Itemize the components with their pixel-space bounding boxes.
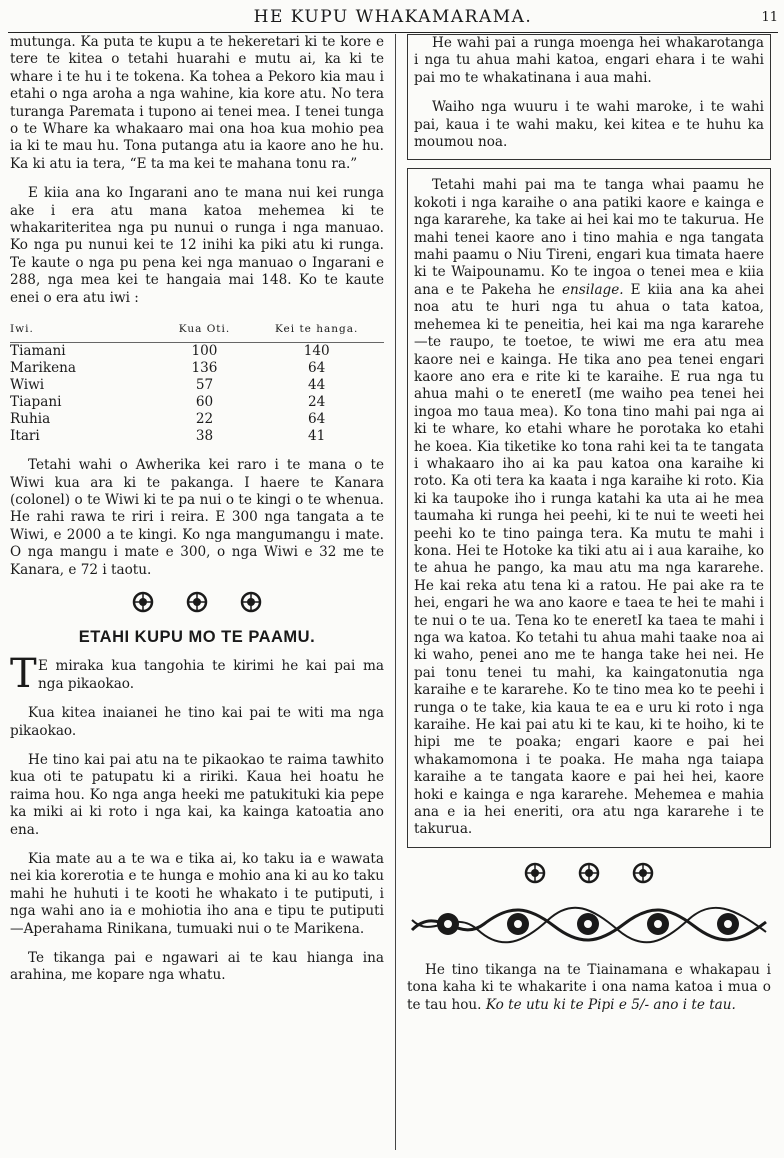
gun-count-table (10, 319, 384, 445)
closing-text: He tino tikanga na te Tiainamana e whakapau i tona kaha ki te whakarite i ona nama katoa i mua o te tau hou. (407, 961, 771, 1013)
flower-ornament-icon (632, 862, 654, 884)
table-row (10, 377, 384, 394)
table-cell: 64 (308, 411, 326, 428)
table-cell: Tiapani (10, 394, 62, 411)
flower-ornament-icon (132, 591, 154, 613)
article-italic: ensilage. (561, 281, 624, 298)
table-row (10, 360, 384, 377)
article-paragraph (414, 177, 764, 838)
page-header (8, 4, 778, 33)
column-header: Iwi. (10, 319, 160, 343)
table-cell: 136 (191, 360, 218, 377)
table-cell: Tiamani (10, 343, 66, 360)
flower-ornament-icon (524, 862, 546, 884)
table-row (10, 394, 384, 411)
boxed-notes (407, 34, 771, 160)
vine-ornament-icon (408, 900, 770, 948)
column-divider (395, 34, 396, 1150)
table-row (10, 411, 384, 428)
table-cell: Wiwi (10, 377, 45, 394)
article-text: Tetahi mahi pai ma te tanga whai paamu he kokoti i nga karaihe o ana patiki kaore e kainga e nga kararehe, ka take ai hei kai mo te takurua. He mahi tenei kaore ano i tino mahia e nga tangata mahi paamu o Niu Tireni, engari kua timata haere ki te Waipounamu. Ko te ingoa o tenei mea e kiia ana e te Pakeha he (414, 177, 764, 298)
right-column (407, 34, 771, 1026)
column-header: Kua Oti. (160, 319, 250, 343)
closing-paragraph (407, 962, 771, 1014)
paragraph: mutunga. Ka puta te kupu a te hekeretari ki te kore e tere te kitea o tetahi huarahi e mutu ai, ka ki te whare i te hu i te tokena. Ka tohea a Pekoro kia mau i etahi o nga aroha a nga wahine, kia kore atu. No tera turanga Paremata i tupono ai tenei mea. I tenei tunga o te Whare ka whakaaro mai ona hoa kua mohio pea ia ki te mau hu. Tona putanga atu ia kaore ano he hu. Ka ki atu ia tera, “E ta ma kei te mahana tonu ra.” (10, 34, 384, 172)
table-row (10, 343, 384, 361)
header-title: HE KUPU WHAKAMARAMA. (253, 7, 533, 27)
paragraph: Tetahi wahi o Awherika kei raro i te mana o te Wiwi kua ara ki te pakanga. I haere te Kanara (colonel) o te Wiwi ki te pa nui o te kingi o te whenua. He rahi rawa te riri i reira. E 300 nga tangata a te Wiwi, e 2000 a te kingi. Ko nga mangumangu i mate. O nga mangu i mate e 300, o nga Wiwi e 32 me te Kanara, e 72 i taotu. (10, 457, 384, 578)
section-title: ETAHI KUPU MO TE PAAMU. (78, 627, 316, 646)
table-cell: 57 (195, 377, 214, 394)
flower-ornament-icon (578, 862, 600, 884)
closing-italic: Ko te utu ki te Pipi e 5/- ano i te tau. (485, 996, 736, 1013)
table-cell: 22 (195, 411, 214, 428)
table-cell: 24 (308, 394, 326, 411)
first-paragraph-text: E miraka kua tangohia te kirimi he kai pai ma nga pikaokao. (38, 658, 384, 692)
table-row (10, 428, 384, 445)
table-cell: Marikena (10, 360, 77, 377)
page-number: 11 (761, 10, 778, 25)
paragraph: He tino kai pai atu na te pikaokao te raima tawhito kua oti te patupatu ki a ririki. Kaua hei hoatu he raima hou. Ko nga anga heeki me patukituki kia pepe ka miki ai ki roto i nga kai, ka kainga katoatia ano ena. (10, 751, 384, 838)
flower-ornament-row (10, 591, 384, 613)
paragraph: Kua kitea inaianei he tino kai pai te witi ma nga pikaokao. (10, 705, 384, 739)
paragraph: Waiho nga wuuru i te wahi maroke, i te wahi pai, kaua i te wahi maku, kei kitea e te huhu ka moumou noa. (414, 99, 764, 151)
drop-cap: T (10, 651, 37, 698)
table-cell: 64 (308, 360, 326, 377)
boxed-article (407, 168, 771, 847)
table-header-row (10, 319, 384, 343)
first-paragraph (10, 651, 384, 698)
table-cell: Itari (10, 428, 40, 445)
article-text: E kiia ana ka ahei noa atu te huri nga tu ahua o tata katoa, mehemea ki te peneitia, hei kai ma nga kararehe—te raupo, te toetoe, te wiwi me era atu mea kaore nei e kainga. He tika ano pea tenei engari kaore ano era e rite ki te karaihe. E rua nga tu ahua mahi o te eneretI (me waiho pea tenei hei ingoa mo taua mea). Ko tona tino mahi pai nga ai ki te whare, ko etahi whare he porotaka ko etahi he koea. Kia tiketike ko tona rahi kei ta te tangata i whakaaro iho ai ka pau katoa ona karaihe ki roto. Ka oti tera ka kaata i nga karaihe ki roto. Kia ki ka taupoke iho i runga katahi ka uta ai he mea taumaha ki runga hei peehi, ki te nui te weeti hei peehi ko te tino painga tera. Ka mutu te mahi i kona. Hei te Hotoke ka tiki atu ai i aua karaihe, ko te ahua he pango, ka mau atu ma nga kararehe. He kai reka atu tena ki a ratou. He pai ake ra te hei, engari he wa ano kaore e taea te hei te mahi i te nui o te ua. Tena ko te eneretI ka taea te mahi i nga wa katoa. Ko tetahi tu ahua mahi taake noa ai ki waho, penei ano me te hanga take hei nei. He pai tonu tenei tu mahi, ka kaingatonutia nga karaihe e te kararehe. Ko te tino mea ko te peehi i runga o te take, kia kaua te ea e uru ki roto i nga karaihe. He kai pai atu ki te kau, ki te hoiho, ki te hipi me te poaka; engari kaore e pai hei whakamomona i te poaka. He maha nga taiapa karaihe a te tangata kaore e pai hei hei, kaore hoki e kainga e nga kararehe. Mehemea e mahia ana e ia hei eneriti, ora atu nga kararehe i te takurua. (414, 281, 765, 838)
column-header: Kei te hanga. (249, 319, 384, 343)
paragraph: Te tikanga pai e ngawari ai te kau hianga ina arahina, me kopare nga whatu. (10, 950, 384, 984)
table-cell: Ruhia (10, 411, 51, 428)
paragraph: E kiia ana ko Ingarani ano te mana nui kei runga ake i era atu mana katoa mehemea ki te whakariteritea nga pu nunui o runga i nga manuao. Ko nga pu nunui kei te 12 inihi ka piki atu ki runga. Te kaute o nga pu pena kei nga manuao o Ingarani e 288, nga mea kei te hangaia mai 148. Ko te kaute enei o era atu iwi : (10, 185, 384, 306)
table-cell: 44 (308, 377, 326, 394)
left-column (10, 34, 384, 997)
flower-ornament-icon (186, 591, 208, 613)
paragraph: Kia mate au a te wa e tika ai, ko taku ia e wawata nei kia korerotia e te hunga e mohio ana ki au ko taku mahi he huhuti i te kooti he whakato i te putiputi, i nga wahi ano ia e mohiotia iho ana e tipu te putiputi—Aperahama Rinikana, tumuaki nui o te Marikena. (10, 851, 384, 937)
table-cell: 38 (195, 428, 214, 445)
table-cell: 60 (195, 394, 214, 411)
table-cell: 140 (303, 343, 330, 360)
flower-ornament-icon (240, 591, 262, 613)
table-cell: 100 (191, 343, 218, 360)
flower-ornament-row (407, 862, 771, 884)
paragraph: He wahi pai a runga moenga hei whakarotanga i nga tu ahua mahi katoa, engari ehara i te wahi pai mo te whakatinana i aua mahi. (414, 35, 764, 86)
table-cell: 41 (308, 428, 326, 445)
